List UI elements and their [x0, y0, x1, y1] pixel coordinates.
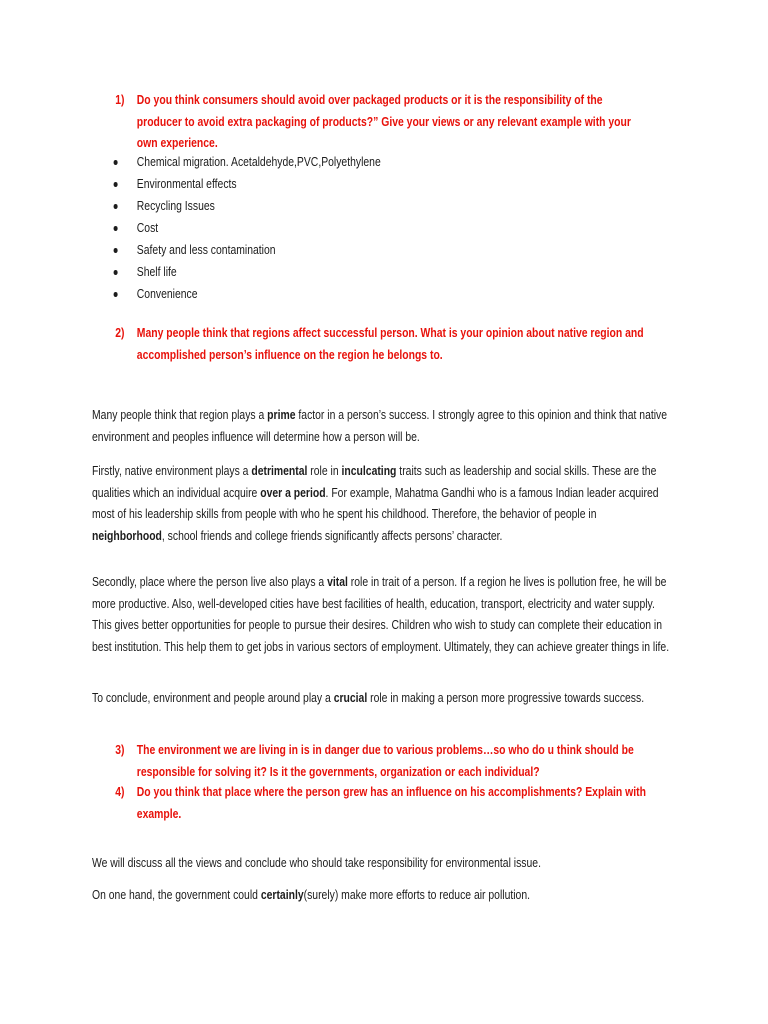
- question-3-number: 3): [115, 742, 125, 757]
- paragraph-3: Secondly, place where the person live also plays a vital role in trait of a person. If a region he lives is pollution free, he will be more productive. Also, well-developed cities have best facilities of health, education, transport, electricity and water supply. This gives better opportunities for people to pursue their desires. Children who wish to study can complete their education in best institution. This help them to get jobs in various sectors of employment. Ultimately, they can achieve greater things in life.: [92, 574, 670, 654]
- page-content: [92, 0, 672, 1024]
- bullet-text: Chemical migration. Acetaldehyde,PVC,Polyethylene: [136, 154, 381, 169]
- bullet-dot-icon: [114, 204, 118, 209]
- bullet-text: Safety and less contamination: [136, 242, 276, 257]
- bullet-list: [92, 151, 672, 305]
- question-1-text: Do you think consumers should avoid over packaged products or it is the responsibility of the producer to avoid extra packaging of products?” Give your views or any relevant example with your own experience.: [136, 92, 631, 150]
- bullet-text: Recycling Issues: [136, 198, 215, 213]
- question-4-number: 4): [115, 784, 125, 799]
- question-3: [92, 739, 672, 782]
- bullet-item: [92, 261, 672, 283]
- question-4: [92, 781, 672, 824]
- question-4-text: Do you think that place where the person grew has an influence on his accomplishments? Explain with example.: [136, 784, 646, 821]
- paragraph-1: Many people think that region plays a prime factor in a person’s success. I strongly agree to this opinion and think that native environment and peoples influence will determine how a person will be.: [92, 407, 668, 444]
- bullet-item: [92, 217, 672, 239]
- paragraph-5: We will discuss all the views and conclude who should take responsibility for environmental issue.: [92, 855, 541, 870]
- paragraph-6: On one hand, the government could certainly(surely) make more efforts to reduce air pollution.: [92, 887, 531, 902]
- bullet-dot-icon: [114, 226, 118, 231]
- bullet-text: Cost: [136, 220, 159, 235]
- bullet-item: [92, 283, 672, 305]
- question-2-text: Many people think that regions affect successful person. What is your opinion about native region and accomplished person’s influence on the region he belongs to.: [136, 325, 644, 362]
- bullet-text: Shelf life: [136, 264, 177, 279]
- bullet-item: [92, 195, 672, 217]
- bullet-dot-icon: [114, 292, 118, 297]
- bullet-text: Convenience: [136, 286, 198, 301]
- bullet-dot-icon: [114, 182, 118, 187]
- bullet-dot-icon: [114, 160, 118, 165]
- bullet-item: [92, 239, 672, 261]
- question-1: [92, 89, 672, 154]
- question-2-number: 2): [115, 325, 125, 340]
- bullet-dot-icon: [114, 270, 118, 275]
- bullet-dot-icon: [114, 248, 118, 253]
- paragraph-2: Firstly, native environment plays a detrimental role in inculcating traits such as leadership and social skills. These are the qualities which an individual acquire over a period. For example, Mahatma Gandhi who is a famous Indian leader acquired most of his leadership skills from people with who he spent his childhood. Therefore, the behavior of people in neighborhood, school friends and college friends significantly affects persons’ character.: [92, 463, 659, 543]
- bullet-item: [92, 173, 672, 195]
- bullet-item: [92, 151, 672, 173]
- question-2: [92, 322, 672, 365]
- question-1-number: 1): [115, 92, 125, 107]
- bullet-text: Environmental effects: [136, 176, 237, 191]
- paragraph-4: To conclude, environment and people around play a crucial role in making a person more progressive towards success.: [92, 690, 645, 705]
- question-3-text: The environment we are living in is in danger due to various problems…so who do u think should be responsible for solving it? Is it the governments, organization or each individual?: [136, 742, 634, 779]
